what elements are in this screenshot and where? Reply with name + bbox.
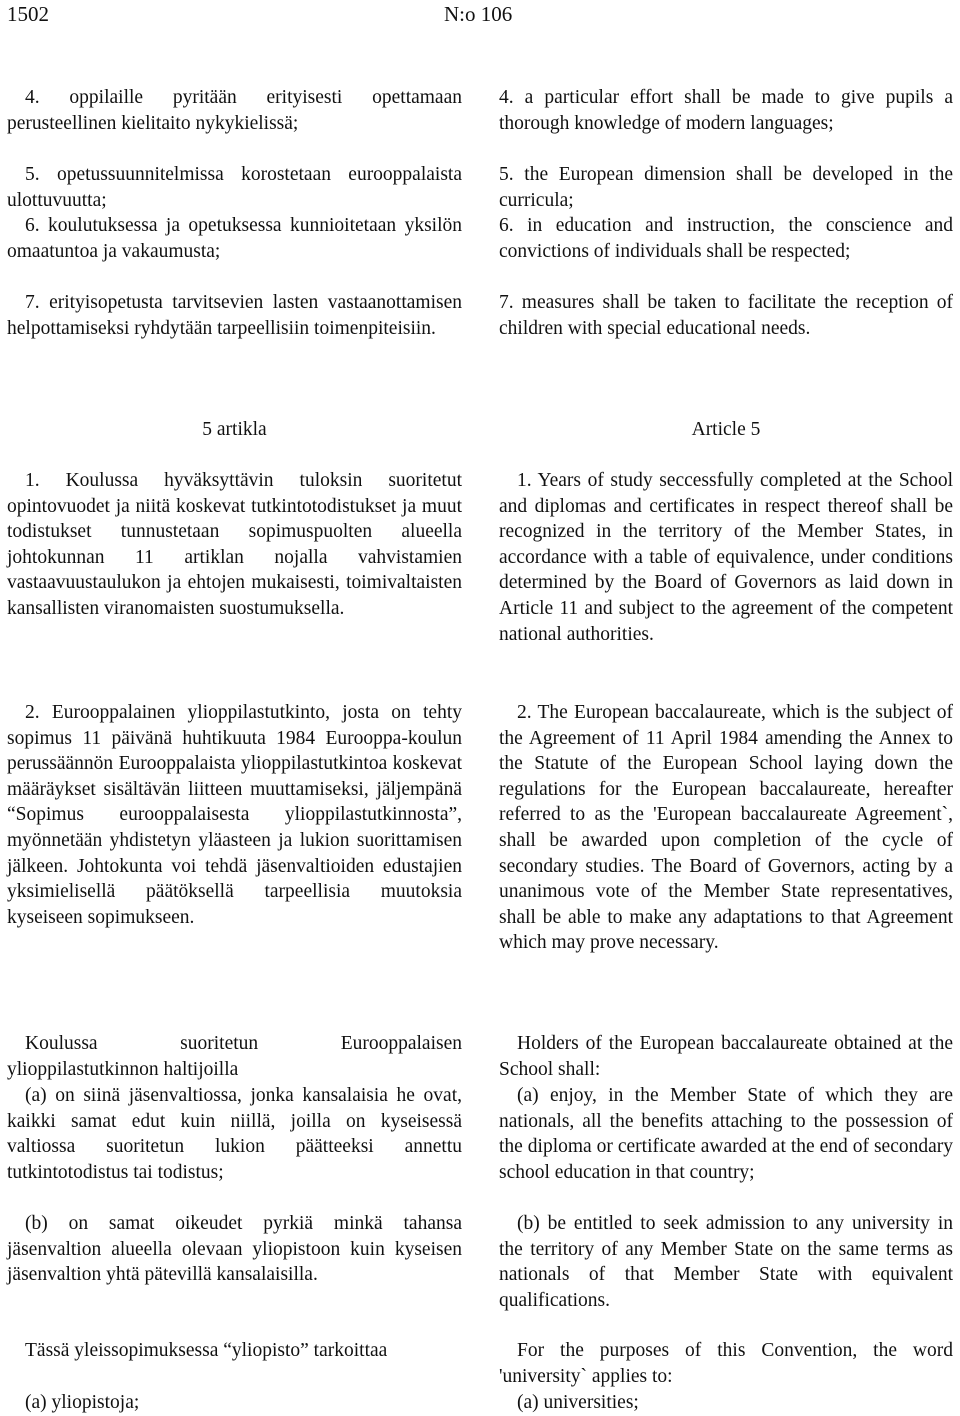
fi-holders-intro: Koulussa suoritetun Eurooppalaisen ylioppilastutkinnon haltijoilla <box>7 1033 462 1080</box>
page-number: 1502 <box>7 2 49 26</box>
en-holders-a: (a) enjoy, in the Member State of which they are nationals, all the benefits attaching to the possession of the diploma or certificate awarded at the end of secondary school education in that country; <box>499 1085 953 1183</box>
en-holders-intro: Holders of the European baccalaureate obtained at the School shall: <box>499 1033 953 1080</box>
fi-item-4: 4. oppilaille pyritään erityisesti opettamaan perusteellinen kielitaito nykykielissä; <box>7 87 462 134</box>
en-holders-b: (b) be entitled to seek admission to any university in the territory of any Member State on the same terms as nationals of that Member State with equivalent qualifications. <box>499 1213 953 1311</box>
fi-article-heading: 5 artikla <box>202 419 267 440</box>
fi-purpose-intro: Tässä yleissopimuksessa “yliopisto” tarkoittaa <box>25 1340 388 1361</box>
fi-item-5: 5. opetussuunnitelmissa korostetaan eurooppalaista ulottuvuutta; <box>7 164 462 211</box>
en-paragraph-2: 2. The European baccalaureate, which is the subject of the Agreement of 11 April 1984 amending the Annex to the Statute of the European School laying down the regulations for the European baccalaureate, hereafter referred to as the 'European baccalaureate Agreement`, shall be awarded upon completion of the cycle of secondary studies. The Board of Governors, acting by a unanimous vote of the Member State representatives, shall be able to make any adaptations to that Agreement which may prove necessary. <box>499 702 953 954</box>
en-purpose-a: (a) universities; <box>517 1392 639 1413</box>
fi-item-7: 7. erityisopetusta tarvitsevien lasten vastaanottamisen helpottamiseksi ryhdytään tarpeellisiin toimenpiteisiin. <box>7 292 462 339</box>
en-article-heading: Article 5 <box>691 419 761 440</box>
fi-holders-a: (a) on siinä jäsenvaltiossa, jonka kansalaisia he ovat, kaikki samat edut kuin niillä, joilla on kyseisessä valtiossa suoritetun lukion päätteeksi annettu tutkintotodistus tai todistus; <box>7 1085 462 1183</box>
page-header <box>7 2 960 30</box>
fi-purpose-a: (a) yliopistoja; <box>25 1392 140 1413</box>
fi-paragraph-2: 2. Eurooppalainen ylioppilastutkinto, josta on tehty sopimus 11 päivänä huhtikuuta 1984 Eurooppa-koulun perussäännön Eurooppalaista ylioppilastutkintoa koskevat määräykset sisältävän liitteen muuttamiseksi, jäljempänä “Sopimus eurooppalaisesta ylioppilastutkinnosta”, myönnetään yhdistetyn yläasteen ja lukion suorittamisen jälkeen. Johtokunta voi tehdä jäsenvaltioiden edustajien yksimielisellä päätöksellä tarpeellisia muutoksia kyseiseen sopimukseen. <box>7 702 462 928</box>
en-item-7: 7. measures shall be taken to facilitate the reception of children with special educational needs. <box>499 292 953 339</box>
issue-number: N:o 106 <box>444 2 513 26</box>
fi-holders-b: (b) on samat oikeudet pyrkiä minkä tahansa jäsenvaltion alueella olevaan yliopistoon kuin kyseisen jäsenvaltion yhtä pätevillä kansalaisilla. <box>7 1213 462 1286</box>
fi-paragraph-1: 1. Koulussa hyväksyttävin tuloksin suoritetut opintovuodet ja niitä koskevat tutkintotodistukset ja muut todistukset tunnustetaan sopimuspuolten alueella johtokunnan 11 artiklan nojalla vahvistamien vastaavuustaulukon ja ehtojen mukaisesti, toimivaltaisten kansallisten viranomaisten suostumuksella. <box>7 470 462 619</box>
en-item-4: 4. a particular effort shall be made to give pupils a thorough knowledge of modern languages; <box>499 87 953 134</box>
en-item-5: 5. the European dimension shall be developed in the curricula; <box>499 164 953 211</box>
fi-item-6: 6. koulutuksessa ja opetuksessa kunnioitetaan yksilön omaatuntoa ja vakaumusta; <box>7 215 462 262</box>
en-paragraph-1: 1. Years of study seccessfully completed at the School and diplomas and certificates in respect thereof shall be recognized in the territory of the Member States, in accordance with a table of equivalence, under conditions determined by the Board of Governors as laid down in Article 11 and subject to the agreement of the competent national authorities. <box>499 470 953 645</box>
en-item-6: 6. in education and instruction, the conscience and convictions of individuals shall be respected; <box>499 215 953 262</box>
en-purpose-intro: For the purposes of this Convention, the word 'university` applies to: <box>499 1340 953 1387</box>
